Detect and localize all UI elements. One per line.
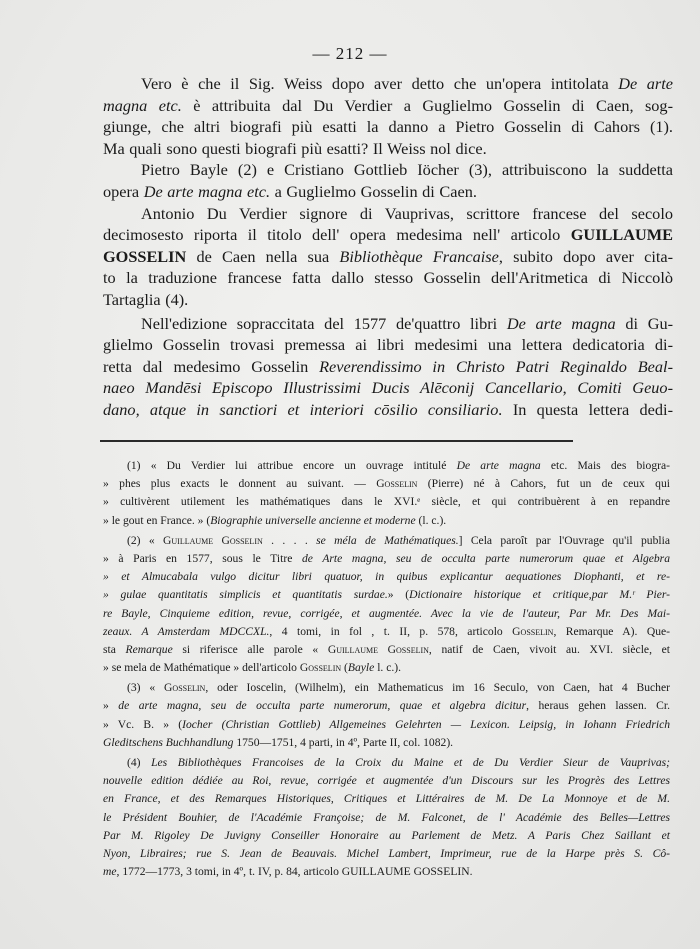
footnotes-line	[103, 734, 670, 752]
footnotes-line	[103, 568, 670, 586]
body-line	[103, 267, 673, 289]
footnotes-text-segment: de arte magna, seu de occulta parte numerorum, quae et algebra dicitur	[118, 699, 527, 713]
footnotes-text-segment: » Vc. B. » (	[103, 717, 183, 731]
footnotes-text-segment: de Arte magna, seu de occulta parte numerorum quae et Algebra	[301, 551, 670, 565]
body-line	[103, 181, 673, 203]
footnotes-line	[103, 809, 670, 827]
footnotes-text-segment: »	[103, 699, 119, 713]
footnotes-line	[103, 512, 670, 530]
body-text-segment: In questa lettera dedi-	[502, 399, 673, 419]
footnotes-line	[103, 457, 670, 475]
footnotes-text-segment: si riferisce alle parole «	[172, 642, 328, 656]
footnotes-line	[103, 863, 670, 881]
footnotes-text-segment: » gulae quantitatis simplicis et quantitatis surdae.	[103, 588, 388, 602]
body-text-segment: Bibliothèque Francaise	[339, 246, 499, 266]
body-text-segment: Ma quali sono questi biografi più esatti? Il Weiss nol dice.	[103, 138, 487, 158]
footnotes-text-segment: Dictionaire historique et critique,par M.ʳ Pier-	[409, 588, 670, 602]
body-line	[103, 377, 673, 399]
footnotes-line	[103, 623, 670, 641]
footnotes-line	[103, 697, 670, 715]
page-number: — 212 —	[312, 44, 388, 63]
footnotes-text-segment: etc. Mais des biogra-	[540, 459, 670, 472]
body-line	[103, 203, 673, 225]
body-line	[103, 334, 673, 356]
footnotes-text-segment: , oder Ioscelin, (Wilhelm), ein Mathematicus im 16 Seculo, von Caen, hat 4 Bucher	[205, 681, 670, 695]
footnotes-line	[103, 754, 670, 772]
footnotes-line	[103, 550, 670, 568]
footnotes-text-segment: Gosselin	[299, 661, 342, 675]
body-line	[103, 356, 673, 378]
footnotes-text-segment: » phes plus exacts le donnent au suivant. —	[103, 477, 377, 491]
body-line	[103, 399, 673, 421]
footnotes-text-segment: (	[341, 661, 348, 675]
body-text-segment: Pietro Bayle (2) e Cristiano Gottlieb Iöcher (3), attribuiscono la suddetta	[141, 160, 673, 180]
body-text-segment: ,	[562, 378, 578, 398]
footnotes-text-segment: (3) «	[127, 681, 165, 695]
footnotes-text-segment: , heraus gehen lassen. Cr.	[526, 699, 670, 713]
body-text-segment: Vero è che il Sig. Weiss dopo aver detto che un'opera intitolata	[141, 74, 619, 93]
footnotes-text-segment: me,	[103, 865, 120, 879]
footnotes-text-segment: re Bayle, Cinquieme edition, revue, corrigée, et augmentée. Avec la vie de l'auteur, Par Mr. Des Mai-	[103, 606, 670, 620]
footnotes-text-segment: Gosselin	[512, 624, 554, 638]
footnotes-line	[103, 845, 670, 863]
footnotes-line	[103, 659, 670, 677]
footnotes-text-segment: » cultivèrent utilement les mathématiques dans le XVI.ᵉ siècle, et qui contribuèrent à en repandre	[103, 495, 670, 509]
body-text-segment: to la traduzione francese fatta dallo stesso Gosselin dell'Aritmetica di Niccolò	[103, 268, 673, 288]
body-text-segment: GOSSELIN	[103, 246, 187, 266]
footnotes-text-segment: » (	[387, 588, 410, 602]
footnotes	[103, 457, 670, 881]
body-text-segment: decimosesto riporta il titolo dell' opera medesima nell' articolo	[103, 225, 571, 245]
footnotes-text-segment: Iocher (Christian Gottlieb) Allgemeines Gelehrten — Lexicon. Leipsig, in Iohann Friedrich	[182, 717, 671, 731]
footnotes-line	[103, 641, 670, 659]
body-text-segment: Reverendissimo in Christo Patri Reginaldo Beal-	[319, 356, 673, 376]
body-text-segment: dano, atque in sanctiori et interiori cōsilio consiliario.	[103, 399, 503, 419]
body-line	[103, 73, 673, 95]
body-text-segment: è attribuita dal Du Verdier a Guglielmo Gosselin di Caen, sog-	[181, 95, 673, 115]
footnotes-text-segment: » à Paris en 1577, sous le Titre	[103, 551, 302, 565]
footnotes-text-segment: , Remarque A). Que-	[553, 624, 671, 638]
footnotes-text-segment: , 4 tomi, in fol , t. II, p. 578, articolo	[269, 624, 513, 638]
footnotes-text-segment: Guillaume Gosselin	[163, 533, 263, 547]
footnotes-text-segment: le Président Bouhier, de l'Académie Françoise; de M. Falconet, de l' Académie des Belles—Lettres	[103, 810, 670, 824]
footnotes-text-segment: , natif de Caen, vivoit au. XVI. siècle, et	[428, 642, 670, 656]
body-text-segment: De arte magna	[506, 313, 616, 333]
body-text-segment: , subito dopo aver cita-	[498, 246, 674, 266]
body-text-segment: giunge, che altri biografi più esatti la danno a Pietro Gosselin di Cahors (1).	[103, 117, 673, 137]
footnote-separator-rule	[100, 440, 573, 442]
footnotes-line	[103, 493, 670, 511]
footnotes-text-segment: (4)	[127, 756, 152, 769]
footnotes-text-segment: 1750—1751, 4 parti, in 4º, Parte II, col. 1082).	[233, 735, 454, 749]
footnotes-text-segment: Par M. Rigoley De Juvigny Conseiller Honoraire au Parlement de Metz. A Paris Chez Saillant et	[103, 828, 670, 842]
body-text-segment: naeo Mandēsi Episcopo Illustrissimi Ducis Alēconij Cancellario	[103, 378, 563, 398]
footnotes-text-segment: sta	[103, 642, 126, 656]
footnotes-text-segment: ] Cela paroît par l'Ouvrage qu'il publia	[458, 533, 670, 547]
footnotes-text-segment: De arte magna	[456, 459, 541, 472]
footnotes-text-segment: Gosselin	[164, 681, 206, 695]
footnotes-line	[103, 605, 670, 623]
body-text-segment: de Caen nella sua	[186, 246, 340, 266]
footnotes-text-segment: Les Bibliothèques Francoises de la Croix du Maine et de Du Verdier Sieur de Vauprivas;	[151, 756, 670, 769]
body-text-segment: GUILLAUME	[570, 225, 673, 245]
footnotes-text-segment: l. c.).	[374, 661, 402, 675]
footnotes-text-segment: zeaux. A Amsterdam MDCCXL.	[103, 624, 270, 638]
footnotes-text-segment: Nyon, Libraires; rue S. Jean de Beauvais. Michel Lambert, Imprimeur, rue de la Harpe près S. Cô-	[103, 846, 670, 860]
body-text-segment: De arte magna etc.	[143, 181, 271, 201]
body-text-segment: magna etc.	[103, 95, 182, 115]
footnotes-line	[103, 827, 670, 845]
body-line	[103, 313, 673, 335]
footnotes-text-segment: » se mela de Mathématique » dell'articolo	[103, 661, 300, 675]
body-text-segment: De arte	[618, 74, 674, 93]
body-text-segment: glielmo Gosselin trovasi premessa ai libri medesimi una lettera dedicatoria di-	[103, 335, 673, 355]
footnotes-text-segment: (1) « Du Verdier lui attribue encore un ouvrage intitulé	[127, 459, 457, 472]
footnotes-text-segment: nouvelle edition dédiée au Roi, revue, corrigée et augmentée d'un Discours sur les Progrès des Lettres	[103, 774, 670, 788]
footnotes-text-segment: 1772—1773, 3 tomi, in 4º, t. IV, p. 84, articolo	[119, 865, 342, 879]
footnotes-line	[103, 679, 670, 697]
body-line	[103, 289, 673, 311]
footnotes-text-segment: Bayle	[347, 661, 375, 675]
footnotes-line	[103, 532, 670, 550]
footnotes-text-segment: (2) «	[127, 533, 164, 547]
footnotes-text-segment: Gleditschens Buchhandlung	[103, 735, 234, 749]
body-line	[103, 246, 673, 268]
body-text-segment: a Guglielmo Gosselin di Caen.	[270, 181, 477, 201]
body-line	[103, 224, 673, 246]
body-text-segment: di Gu-	[615, 313, 674, 333]
body-text-segment: Comiti Geuo-	[577, 378, 673, 398]
body-text-segment: opera	[103, 181, 144, 201]
footnotes-line	[103, 716, 670, 734]
footnotes-text-segment: » le gout en France. » (	[103, 513, 211, 527]
body-text-segment: Antonio Du Verdier signore di Vauprivas, scrittore francese del secolo	[141, 203, 673, 223]
footnotes-text-segment: GUILLAUME GOSSELIN.	[341, 865, 473, 879]
footnotes-line	[103, 772, 670, 790]
main-body-text	[103, 73, 673, 421]
footnotes-text-segment: se méla de Mathématiques.	[316, 533, 459, 547]
footnotes-text-segment: (l. c.).	[415, 513, 447, 527]
footnotes-text-segment: Biographie universelle ancienne et moderne	[210, 513, 416, 527]
body-line	[103, 159, 673, 181]
body-line	[103, 95, 673, 117]
body-text-segment: Tartaglia (4).	[103, 289, 189, 309]
footnotes-line	[103, 475, 670, 493]
footnotes-line	[103, 790, 670, 808]
footnotes-text-segment: Remarque	[125, 642, 173, 656]
footnotes-text-segment: (Pierre) né à Cahors, fut un de ceux qui	[417, 477, 670, 491]
footnotes-text-segment: . . . .	[262, 533, 317, 547]
body-text-segment: retta dal medesimo Gosselin	[103, 356, 320, 376]
footnotes-text-segment: en France, et des Remarques Historiques, Critiques et Littéraires de M. De La Monnoye et de M.	[103, 792, 670, 806]
body-text-segment: Nell'edizione sopraccitata del 1577 de'quattro libri	[141, 313, 507, 333]
footnotes-text-segment: Gosselin	[376, 477, 418, 491]
footnotes-text-segment: » et Almucabala vulgo dicitur libri quatuor, in quibus explicantur aequationes Diophanti, et re-	[103, 570, 670, 584]
body-line	[103, 138, 673, 160]
body-line	[103, 116, 673, 138]
footnotes-text-segment: Guillaume Gosselin	[327, 642, 429, 656]
footnotes-line	[103, 586, 670, 604]
